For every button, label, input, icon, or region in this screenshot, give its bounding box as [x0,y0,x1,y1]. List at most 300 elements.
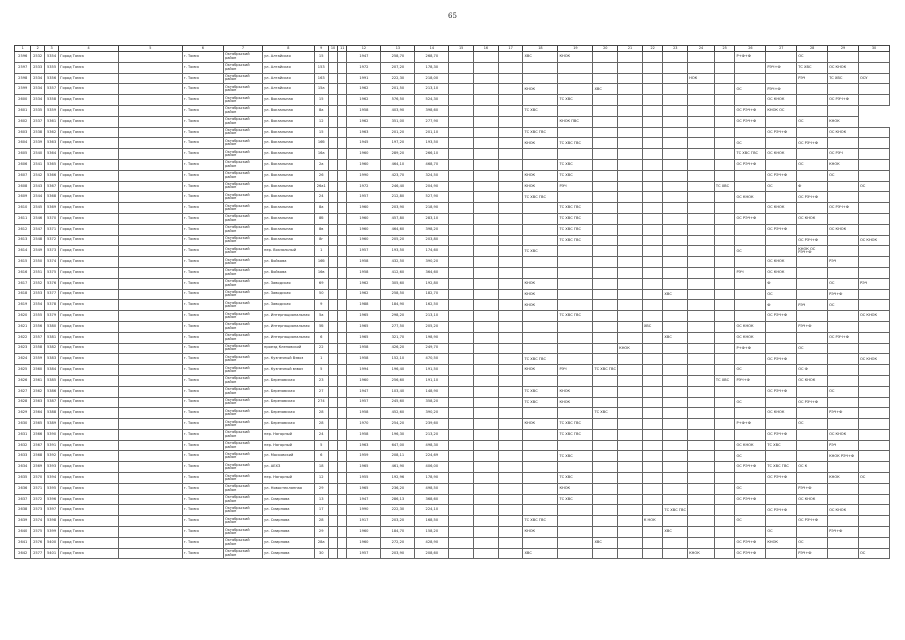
table-cell [474,224,499,235]
table-cell: 2636 [15,483,31,494]
table-cell [714,386,735,397]
table-cell [714,408,735,419]
table-cell: 5 [314,365,328,376]
table-cell: ОС РЭЧ+Ф [735,462,766,473]
table-cell [688,332,715,343]
table-cell [797,267,828,278]
table-cell: 236,20 [381,483,415,494]
table-cell: 5372 [44,235,58,246]
table-cell: ул. Войкова [263,267,314,278]
table-cell: 17 [314,505,328,516]
table-cell [642,246,663,257]
table-cell: РЭЧ+Ф [797,483,828,494]
table-cell: г. Томск [182,224,223,235]
table-cell: г. Томск [182,267,223,278]
table-row [15,95,890,106]
table-cell: ОС КНОК [858,354,889,365]
table-cell [642,170,663,181]
table-cell: ОС КНОК [828,505,859,516]
table-cell: 1962 [347,289,381,300]
table-cell: ТС ХВС [714,181,735,192]
table-cell: г. Томск [182,84,223,95]
table-cell [328,246,337,257]
table-cell [449,397,474,408]
table-cell [828,365,859,376]
table-cell [618,105,643,116]
table-cell [474,408,499,419]
table-cell [449,483,474,494]
table-cell: КНОК ОС РЭЧ+Ф [797,246,828,257]
table-cell [663,95,688,106]
table-cell [328,52,337,63]
table-cell [558,505,593,516]
table-cell [663,419,688,430]
table-cell [449,73,474,84]
table-row [15,311,890,322]
table-cell [523,311,558,322]
table-cell: 2545 [31,203,44,214]
table-cell: Город Томск [59,332,119,343]
table-cell [338,343,347,354]
table-cell: 457,80 [381,213,415,224]
table-cell [498,548,523,559]
table-cell [663,375,688,386]
table-cell: ТС ХВС [523,397,558,408]
table-cell: ОС [735,246,766,257]
table-cell: ТС ХВС [523,105,558,116]
table-cell: 5383 [44,354,58,365]
table-cell [714,332,735,343]
table-cell: 1958 [347,343,381,354]
table-cell: 8г [314,235,328,246]
table-cell: ул. Березовская [263,408,314,419]
table-cell [714,278,735,289]
table-cell: 2567 [31,440,44,451]
table-cell: 321,70 [381,332,415,343]
table-cell: 15 [314,127,328,138]
table-cell: 305,60 [381,278,415,289]
table-cell [858,149,889,160]
table-cell: Октябрьский район [223,181,262,192]
table-cell [766,116,797,127]
table-cell: ул. Войкова [263,257,314,268]
table-cell: 1988 [347,300,381,311]
table-cell: ОС [858,473,889,484]
table-cell: 163 [314,73,328,84]
table-cell [663,84,688,95]
table-cell: 148,90 [415,386,449,397]
table-cell [118,527,182,538]
column-number: 10 [328,46,337,52]
table-cell: ОС [735,365,766,376]
table-cell: ТС ХВС ГВС [558,138,593,149]
table-cell [338,73,347,84]
table-cell [828,462,859,473]
table-cell [338,105,347,116]
table-cell: 192,96 [381,473,415,484]
table-cell [735,235,766,246]
table-cell [663,192,688,203]
table-cell [858,505,889,516]
table-cell: 201,20 [381,127,415,138]
table-cell [642,159,663,170]
table-cell: 178,30 [415,62,449,73]
table-cell [498,473,523,484]
table-cell: 13 [314,494,328,505]
table-cell [593,149,618,160]
table-cell [735,429,766,440]
table-cell [523,116,558,127]
table-cell: 2600 [15,95,31,106]
table-cell [593,257,618,268]
table-cell [118,408,182,419]
table-cell [642,192,663,203]
table-cell [828,321,859,332]
column-number: 14 [415,46,449,52]
table-cell [474,52,499,63]
table-cell [498,138,523,149]
table-cell: 1972 [347,62,381,73]
table-cell: 15 [314,95,328,106]
table-cell: ул. Заводская [263,300,314,311]
table-cell [642,386,663,397]
table-cell [618,138,643,149]
table-cell: ОС Ф [797,365,828,376]
table-cell [593,332,618,343]
table-cell: ул. Вокзальная [263,105,314,116]
table-cell [828,375,859,386]
table-cell [558,408,593,419]
table-cell: 398,20 [415,224,449,235]
table-cell [766,419,797,430]
table-cell: 192,80 [415,278,449,289]
table-cell: 2608 [15,181,31,192]
table-cell: 27 [314,386,328,397]
table-cell [593,224,618,235]
table-cell [449,300,474,311]
table-cell [663,365,688,376]
table-cell: 432,50 [381,257,415,268]
column-number: 3 [44,46,58,52]
table-cell: ТС ХВС ГВС [663,505,688,516]
table-cell: ОС КНОК [828,62,859,73]
table-cell [338,440,347,451]
table-cell [797,505,828,516]
table-cell [714,527,735,538]
table-cell: 1963 [347,127,381,138]
table-cell [642,300,663,311]
table-cell: г. Томск [182,52,223,63]
table-cell [828,235,859,246]
table-cell [474,537,499,548]
table-cell [828,52,859,63]
table-cell: ТС ХВС [558,95,593,106]
table-row [15,397,890,408]
table-cell [735,354,766,365]
table-cell [593,116,618,127]
table-cell [328,462,337,473]
table-cell [688,537,715,548]
table-cell [449,116,474,127]
table-cell [558,354,593,365]
table-cell [766,375,797,386]
table-row [15,505,890,516]
table-cell [338,311,347,322]
table-cell [338,149,347,160]
table-cell [328,62,337,73]
table-cell: ул. Вокзальная [263,181,314,192]
table-row [15,473,890,484]
table-cell [797,386,828,397]
table-cell: 5395 [44,483,58,494]
table-cell: 2597 [15,62,31,73]
table-cell [618,548,643,559]
table-cell: 1947 [347,386,381,397]
table-cell: 213,10 [415,84,449,95]
table-cell [593,73,618,84]
table-cell: Октябрьский район [223,149,262,160]
table-cell [797,95,828,106]
table-cell: 249,70 [415,343,449,354]
table-cell [858,516,889,527]
table-cell [688,192,715,203]
column-number: 18 [523,46,558,52]
table-cell: 15а [314,84,328,95]
table-cell [642,235,663,246]
table-cell [618,235,643,246]
table-cell [523,62,558,73]
table-cell: РЭЧ+Ф [766,84,797,95]
table-cell [828,354,859,365]
table-cell: 2635 [15,473,31,484]
table-cell [663,278,688,289]
table-cell: г. Томск [182,149,223,160]
table-cell: г. Томск [182,62,223,73]
table-cell: ОС РЭЧ+Ф [766,354,797,365]
table-cell [663,105,688,116]
table-row [15,224,890,235]
table-cell [118,473,182,484]
table-cell [328,138,337,149]
table-cell: 2596 [15,52,31,63]
table-cell: 5390 [44,429,58,440]
table-cell: ОС РЭЧ+Ф [735,537,766,548]
table-cell: ОС [797,159,828,170]
column-number: 28 [797,46,828,52]
table-cell: 258,70 [381,52,415,63]
table-cell [714,246,735,257]
housing-register-table [14,45,890,559]
table-cell: Октябрьский район [223,440,262,451]
table-cell: ОС КНОК [858,311,889,322]
table-cell: 196,30 [381,429,415,440]
table-cell: ОС РЭЧ+Ф [828,332,859,343]
table-cell: ТС ХВС [766,440,797,451]
table-cell [797,527,828,538]
table-cell [498,494,523,505]
table-cell: 1 [314,354,328,365]
table-cell [449,159,474,170]
table-cell [558,278,593,289]
table-cell: ОС КНОК [735,440,766,451]
table-row [15,343,890,354]
table-cell: КНОК ПВС [558,116,593,127]
table-cell: Город Томск [59,95,119,106]
table-cell [449,494,474,505]
table-cell: 368,60 [415,494,449,505]
table-cell [766,397,797,408]
table-cell [523,483,558,494]
table-cell [593,527,618,538]
table-cell [642,52,663,63]
table-cell [338,289,347,300]
table-cell: 2606 [15,159,31,170]
table-cell: ул. Смирнова [263,527,314,538]
table-cell [328,235,337,246]
table-cell [714,170,735,181]
table-cell [118,105,182,116]
table-cell: 5382 [44,343,58,354]
table-cell [714,300,735,311]
table-cell: Октябрьский район [223,159,262,170]
table-cell [118,300,182,311]
table-cell: РЭЧ [828,257,859,268]
table-cell [474,149,499,160]
table-cell: 2547 [31,224,44,235]
table-cell [714,289,735,300]
table-cell [714,203,735,214]
table-cell [328,257,337,268]
table-cell [735,257,766,268]
table-cell: Город Томск [59,375,119,386]
table-cell: г. Томск [182,419,223,430]
table-row [15,73,890,84]
table-cell: 2563 [31,397,44,408]
table-cell [498,505,523,516]
table-cell [688,235,715,246]
table-cell: ОС РЭЧ [828,149,859,160]
table-cell [735,408,766,419]
table-cell [688,429,715,440]
table-cell [328,159,337,170]
table-cell [338,537,347,548]
table-cell: КНОК [828,473,859,484]
table-cell [449,516,474,527]
table-cell: 2а [314,159,328,170]
table-cell: 24 [314,429,328,440]
table-cell [593,213,618,224]
table-cell [618,451,643,462]
table-cell [688,95,715,106]
table-cell: 2631 [15,429,31,440]
table-cell [328,516,337,527]
table-cell [338,548,347,559]
table-cell: ТС ХВС [523,386,558,397]
table-cell: 1960 [347,527,381,538]
table-cell [118,375,182,386]
table-cell: ул. Заводская [263,289,314,300]
table-cell [663,440,688,451]
table-cell [474,159,499,170]
table-cell [558,548,593,559]
table-cell: Город Томск [59,483,119,494]
table-cell [449,440,474,451]
table-cell [642,440,663,451]
table-cell: 2556 [31,321,44,332]
table-cell: ХВС [642,321,663,332]
table-cell [688,278,715,289]
table-cell [449,62,474,73]
table-cell [523,332,558,343]
table-cell: ТС ХВС ГВС [593,365,618,376]
table-cell [858,246,889,257]
table-cell: 191,10 [415,375,449,386]
table-cell [688,375,715,386]
table-row [15,451,890,462]
table-cell: Город Томск [59,278,119,289]
table-cell: ТС ХВС ГВС [523,127,558,138]
table-cell [474,246,499,257]
table-cell: 2562 [31,386,44,397]
table-cell [328,354,337,365]
table-cell: 203,90 [381,203,415,214]
table-cell [338,483,347,494]
table-cell [498,375,523,386]
table-cell [558,300,593,311]
table-cell [558,149,593,160]
table-cell [474,332,499,343]
table-row [15,235,890,246]
table-row [15,365,890,376]
table-cell [642,419,663,430]
table-cell [449,311,474,322]
table-cell [642,494,663,505]
table-cell: 5380 [44,321,58,332]
table-cell: ТС ХВС ГВС [523,354,558,365]
table-cell [118,397,182,408]
table-cell: ОС [766,289,797,300]
table-cell: 6 [314,451,328,462]
table-cell: ул. Смирнова [263,537,314,548]
table-cell: Город Томск [59,257,119,268]
table-cell: Город Томск [59,505,119,516]
table-cell [714,159,735,170]
table-cell: 8в [314,224,328,235]
table-cell [828,181,859,192]
table-cell: 2572 [31,494,44,505]
table-cell [618,84,643,95]
table-cell [449,257,474,268]
table-cell [828,548,859,559]
table-cell: КНОК [558,483,593,494]
table-cell [449,537,474,548]
table-cell: ул. Вокзальная [263,116,314,127]
table-cell [593,386,618,397]
table-cell [328,149,337,160]
table-cell: 1958 [347,267,381,278]
table-cell [688,170,715,181]
table-cell [474,138,499,149]
table-cell: Город Томск [59,419,119,430]
table-cell: Город Томск [59,289,119,300]
table-cell: КНОК [523,84,558,95]
table-cell: ул. Смирнова [263,516,314,527]
table-cell: 2604 [15,138,31,149]
table-cell [328,440,337,451]
table-cell: 5354 [44,52,58,63]
table-cell: 182,70 [415,289,449,300]
table-cell [328,289,337,300]
